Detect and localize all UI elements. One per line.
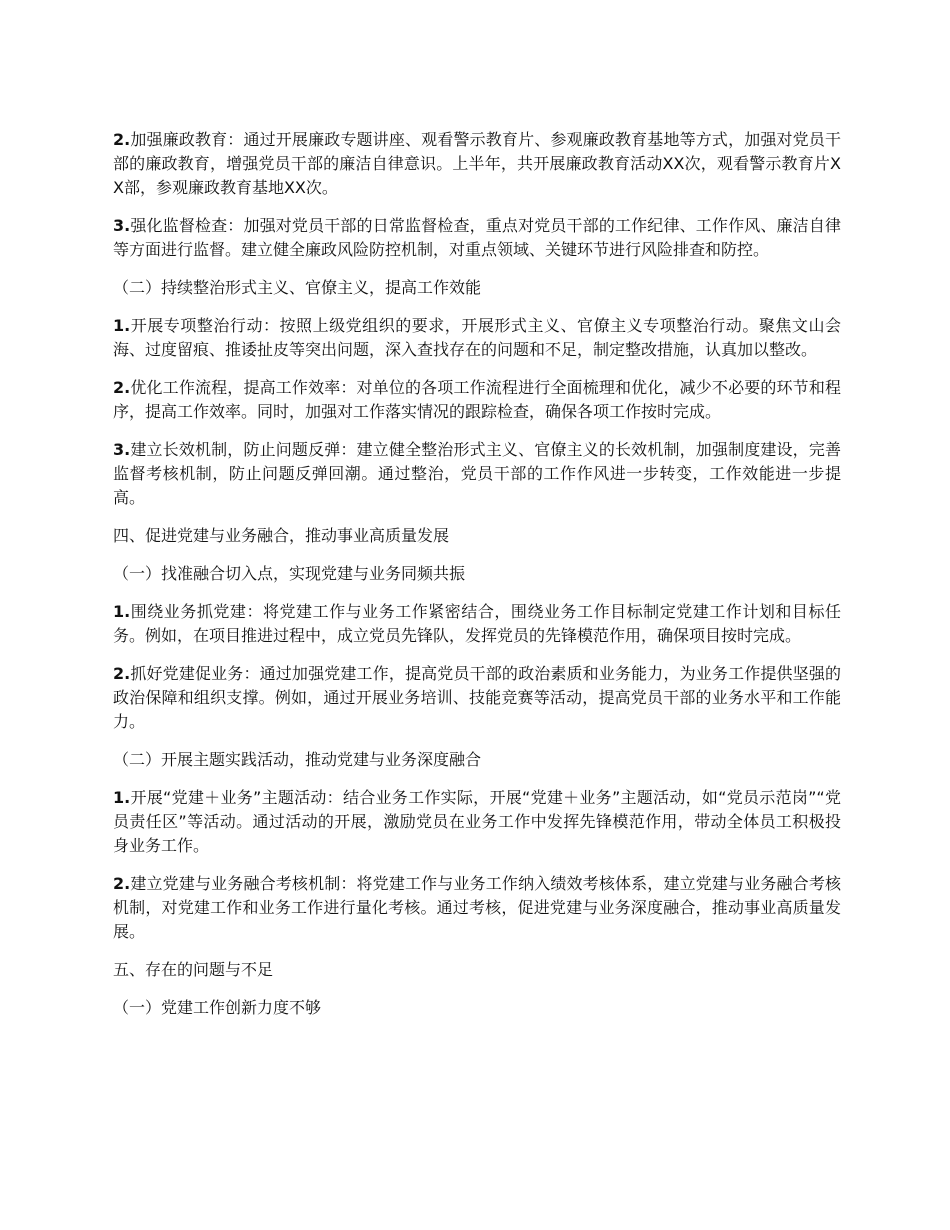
section-heading: [113, 276, 841, 300]
section-heading: [113, 524, 841, 548]
paragraph-item: [113, 786, 841, 858]
section-heading: [113, 958, 841, 982]
item-number: 2.: [113, 874, 131, 893]
paragraph-text: 开展“党建＋业务”主题活动：结合业务工作实际，开展“党建＋业务”主题活动，如“党员示范岗”“党员责任区”等活动。通过活动的开展，激励党员在业务工作中发挥先锋模范作用，带动全体员工积极投身业务工作。: [113, 788, 841, 855]
paragraph-text: 抓好党建促业务：通过加强党建工作，提高党员干部的政治素质和业务能力，为业务工作提供坚强的政治保障和组织支撑。例如，通过开展业务培训、技能竞赛等活动，提高党员干部的业务水平和工作能力。: [113, 664, 841, 731]
item-number: 2.: [113, 378, 131, 397]
heading-text: 四、促进党建与业务融合，推动事业高质量发展: [113, 526, 450, 545]
section-heading: [113, 562, 841, 586]
item-number: 3.: [113, 440, 131, 459]
paragraph-text: 建立长效机制，防止问题反弹：建立健全整治形式主义、官僚主义的长效机制，加强制度建设，完善监督考核机制，防止问题反弹回潮。通过整治，党员干部的工作作风进一步转变，工作效能进一步提高。: [113, 440, 841, 507]
paragraph-item: [113, 128, 841, 200]
item-number: 1.: [113, 788, 131, 807]
item-number: 3.: [113, 216, 131, 235]
paragraph-item: [113, 376, 841, 424]
item-number: 2.: [113, 130, 131, 149]
section-heading: [113, 996, 841, 1020]
heading-text: （二）持续整治形式主义、官僚主义，提高工作效能: [113, 278, 482, 297]
heading-text: 五、存在的问题与不足: [113, 960, 274, 979]
heading-text: （一）党建工作创新力度不够: [113, 998, 322, 1017]
document-body: [113, 128, 841, 1034]
paragraph-text: 加强廉政教育：通过开展廉政专题讲座、观看警示教育片、参观廉政教育基地等方式，加强对党员干部的廉政教育，增强党员干部的廉洁自律意识。上半年，共开展廉政教育活动XX次，观看警示教育片XX部，参观廉政教育基地XX次。: [113, 130, 841, 197]
paragraph-text: 优化工作流程，提高工作效率：对单位的各项工作流程进行全面梳理和优化，减少不必要的环节和程序，提高工作效率。同时，加强对工作落实情况的跟踪检查，确保各项工作按时完成。: [113, 378, 841, 421]
paragraph-text: 建立党建与业务融合考核机制：将党建工作与业务工作纳入绩效考核体系，建立党建与业务融合考核机制，对党建工作和业务工作进行量化考核。通过考核，促进党建与业务深度融合，推动事业高质量发展。: [113, 874, 841, 941]
paragraph-item: [113, 662, 841, 734]
paragraph-text: 围绕业务抓党建：将党建工作与业务工作紧密结合，围绕业务工作目标制定党建工作计划和目标任务。例如，在项目推进过程中，成立党员先锋队，发挥党员的先锋模范作用，确保项目按时完成。: [113, 602, 841, 645]
item-number: 1.: [113, 316, 131, 335]
paragraph-item: [113, 438, 841, 510]
paragraph-text: 开展专项整治行动：按照上级党组织的要求，开展形式主义、官僚主义专项整治行动。聚焦文山会海、过度留痕、推诿扯皮等突出问题，深入查找存在的问题和不足，制定整改措施，认真加以整改。: [113, 316, 841, 359]
paragraph-text: 强化监督检查：加强对党员干部的日常监督检查，重点对党员干部的工作纪律、工作作风、廉洁自律等方面进行监督。建立健全廉政风险防控机制，对重点领域、关键环节进行风险排查和防控。: [113, 216, 841, 259]
heading-text: （一）找准融合切入点，实现党建与业务同频共振: [113, 564, 466, 583]
paragraph-item: [113, 214, 841, 262]
section-heading: [113, 748, 841, 772]
item-number: 1.: [113, 602, 131, 621]
paragraph-item: [113, 872, 841, 944]
heading-text: （二）开展主题实践活动，推动党建与业务深度融合: [113, 750, 482, 769]
paragraph-item: [113, 314, 841, 362]
paragraph-item: [113, 600, 841, 648]
item-number: 2.: [113, 664, 131, 683]
